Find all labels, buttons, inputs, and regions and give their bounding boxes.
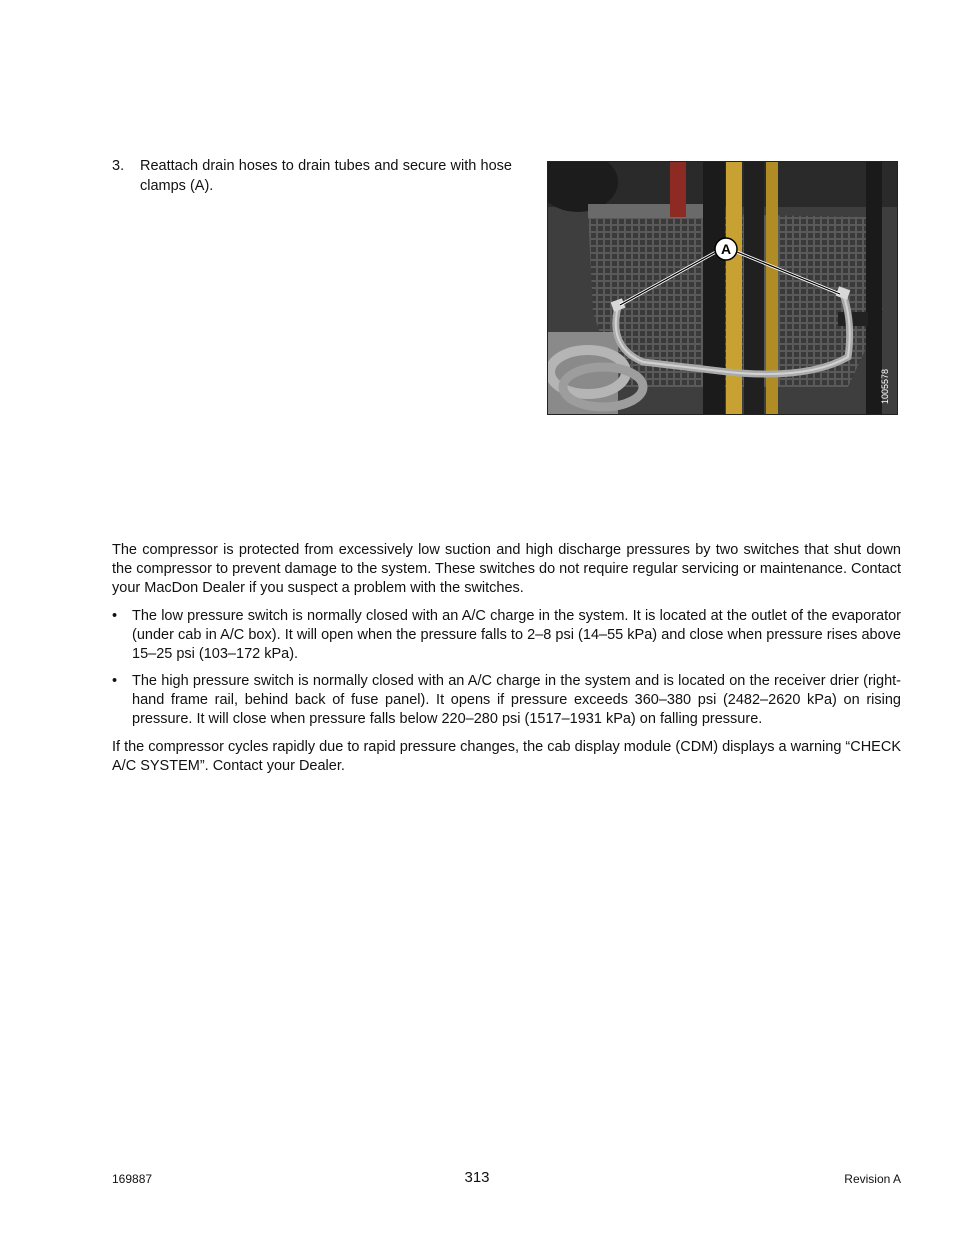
callout-a <box>715 238 737 260</box>
step-number: 3. <box>112 158 125 174</box>
bullet: • <box>112 608 118 624</box>
pressure-switch-section <box>112 541 901 785</box>
closing-paragraph: If the compressor cycles rapidly due to rapid pressure changes, the cab display module (CDM) displays a warning “CHECK A/C SYSTEM”. Contact your Dealer. <box>112 739 901 774</box>
list-item-low-pressure <box>112 607 901 664</box>
list-item-text: The low pressure switch is normally closed with an A/C charge in the system. It is located at the outlet of the evaporator (under cab in A/C box). It will open when the pressure falls to 2–8 psi (14–55 kPa) and close when pressure rises above 15–25 psi (103–172 kPa). <box>132 608 901 662</box>
switch-list <box>112 607 901 729</box>
photo-illustration <box>548 162 897 414</box>
revision-label: Revision A <box>844 1172 901 1186</box>
doc-number: 169887 <box>112 1172 153 1186</box>
svg-text:A: A <box>720 241 732 257</box>
bullet: • <box>112 673 118 689</box>
page-number: 313 <box>464 1169 490 1186</box>
drain-hose-photo <box>547 161 898 415</box>
procedure-step-3 <box>112 156 512 196</box>
list-item-text: The high pressure switch is normally closed with an A/C charge in the system and is located on the receiver drier (right-hand frame rail, behind back of fuse panel). It opens if pressure exceeds 360–380 psi (2482–2620 kPa) on rising pressure. It will close when pressure falls below 220–280 psi (1517–1931 kPa) on falling pressure. <box>132 673 901 727</box>
figure-id: 1005578 <box>880 368 890 404</box>
step-text: Reattach drain hoses to drain tubes and secure with hose clamps (A). <box>140 158 512 194</box>
list-item-high-pressure <box>112 672 901 729</box>
intro-paragraph: The compressor is protected from excessively low suction and high discharge pressures by two switches that shut down the compressor to prevent damage to the system. These switches do not require regular servicing or maintenance. Contact your MacDon Dealer if you suspect a problem with the switches. <box>112 542 901 596</box>
